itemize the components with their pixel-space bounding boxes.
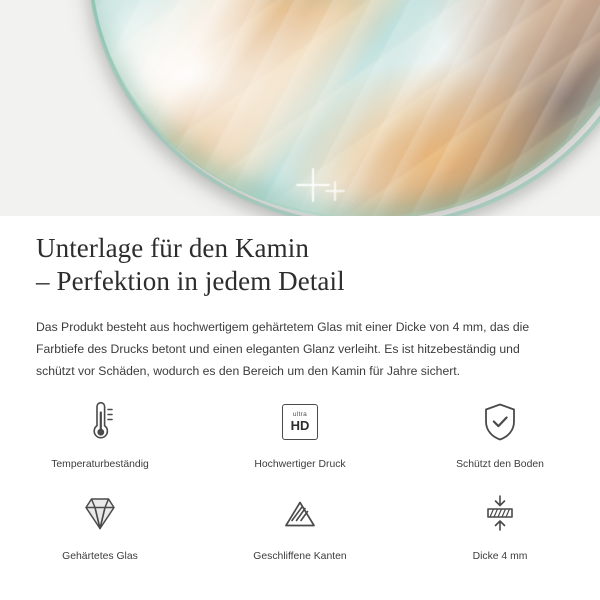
feature-label: Gehärtetes Glas [62, 551, 138, 562]
text-content [0, 216, 600, 382]
page-title [0, 216, 600, 298]
feature-item-floor-protection [400, 396, 600, 472]
feature-item-temperature [0, 396, 200, 472]
feature-item-polished-edges [200, 488, 400, 564]
feature-grid [0, 396, 600, 564]
page-title-line-1: Unterlage für den Kamin [36, 233, 309, 263]
hero-image [0, 0, 600, 216]
feature-label: Geschliffene Kanten [253, 551, 347, 562]
feature-label: Temperaturbeständig [51, 459, 149, 470]
description-paragraph: Das Produkt besteht aus hochwertigem gehärtetem Glas mit einer Dicke von 4 mm, das die Farbtiefe des Drucks betont und einen eleganten Glanz verleiht. Es ist hitzebeständig und schützt vor Schäden, wodurch es den Bereich um den Kamin für Jahre sichert. [36, 320, 530, 378]
feature-item-print-quality [200, 396, 400, 472]
feature-label: Hochwertiger Druck [254, 459, 346, 470]
polished-edges-icon [270, 488, 330, 540]
ultra-hd-badge-main: HD [290, 418, 310, 434]
ultra-hd-icon [270, 396, 330, 448]
page-title-line-2: – Perfektion in jedem Detail [36, 266, 345, 296]
thermometer-icon [70, 396, 130, 448]
feature-item-thickness [400, 488, 600, 564]
feature-label: Dicke 4 mm [472, 551, 528, 562]
ultra-hd-badge-top: ultra [292, 410, 308, 418]
feature-item-tempered-glass [0, 488, 200, 564]
diamond-icon [70, 488, 130, 540]
glass-plate-product-photo [88, 0, 600, 216]
thickness-arrows-icon [470, 488, 530, 540]
feature-label: Schützt den Boden [456, 459, 544, 470]
shield-check-icon [470, 396, 530, 448]
